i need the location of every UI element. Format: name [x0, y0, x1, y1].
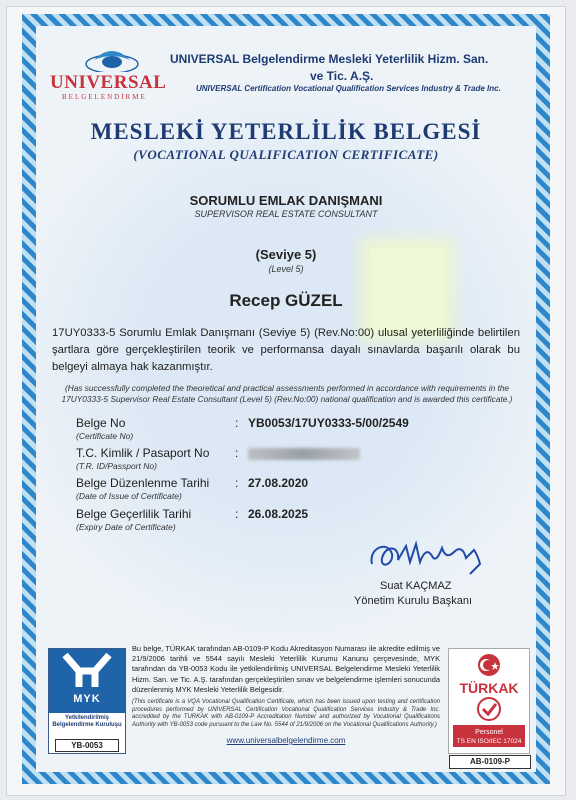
- qualification-title: SORUMLU EMLAK DANIŞMANI: [189, 193, 383, 208]
- company-name-en: UNIVERSAL Certification Vocational Qualification Services Industry & Trade Inc.: [196, 84, 501, 93]
- turkak-line2: TS EN ISO/IEC 17024: [456, 738, 522, 745]
- level-label-en: (Level 5): [268, 264, 304, 274]
- myk-code: YB-0053: [55, 739, 119, 752]
- footer-text-tr: Bu belge, TÜRKAK tarafından AB-0109-P Kodu Akreditasyon Numarası ile akredite edilmiş ve 21/9/2006 tarihli ve 5544 sayılı Mesleki Yeterlilik Kurumu Kanunu çerçevesinde, MYK tarafından da YB-0053 Kodu ile yetkilendirilmiş UNIVERSAL Belgelendirme Mesleki Yeterlilik Hizm. San. ve Tic. A.Ş. tarafından gerçekleştirilen sınav ve belgelendirme işlemleri sonucunda düzenlenmiş MYK Mesleki Yeterlilik Belgesidir.: [132, 644, 440, 694]
- website-link: www.universalbelgelendirme.com: [226, 736, 346, 745]
- issue-date-label-en: (Date of Issue of Certificate): [76, 491, 182, 501]
- turkak-logo: [448, 648, 530, 766]
- colon: :: [235, 416, 239, 430]
- turkak-emblem-icon: [449, 649, 529, 753]
- myk-caption-line2: Belgelendirme Kuruluşu: [52, 722, 122, 728]
- colon: :: [235, 476, 239, 490]
- qualification-title-en: SUPERVISOR REAL ESTATE CONSULTANT: [194, 209, 378, 219]
- issue-date-label: Belge Düzenlenme Tarihi: [76, 476, 210, 490]
- signatory-title: Yönetim Kurulu Başkanı: [354, 595, 473, 607]
- certificate-no-value: YB0053/17UY0333-5/00/2549: [248, 416, 409, 430]
- myk-label: MYK: [73, 693, 101, 705]
- turkak-line1: Personel: [475, 729, 503, 736]
- turkak-name: TÜRKAK: [459, 680, 519, 696]
- statement-en: (Has successfully completed the theoretical and practical assessments performed in accordance with requirements in the 17UY0333-5 Supervisor Real Estate Consultant (Level 5) (Rev.No:00) national qualification and is awarded this certificate.): [61, 383, 513, 404]
- colon: :: [235, 446, 239, 460]
- footer-text-en: (This certificate is a VQA Vocational Qualification Certificate, which has been issued upon testing and certification procedures performed by UNIVERSAL Certification Vocational Qualification Services Industry & Trade Inc. accredited by the TURKAK with AB-0109-P Accreditation Number and authorized by Vocational Qualifications Authority with YB-0053 code pursuant to the Law No. 5544 of 21/9/2006 on the Vocational Qualifications Authority.): [132, 699, 440, 728]
- company-name-line2: ve Tic. A.Ş.: [310, 69, 374, 83]
- issue-date-value: 27.08.2020: [248, 476, 309, 490]
- holder-name: Recep GÜZEL: [229, 291, 343, 310]
- company-name-line1: UNIVERSAL Belgelendirme Mesleki Yeterlilik Hizm. San.: [170, 52, 489, 66]
- myk-caption: [49, 715, 125, 729]
- certificate-no-label: Belge No: [76, 416, 126, 430]
- logo-name: UNIVERSAL: [50, 72, 167, 93]
- photo-placeholder: [370, 248, 444, 332]
- signatory-name: Suat KAÇMAZ: [380, 580, 452, 592]
- colon: :: [235, 507, 239, 521]
- expiry-date-label: Belge Geçerlilik Tarihi: [76, 507, 192, 521]
- certificate-subtitle: (VOCATIONAL QUALIFICATION CERTIFICATE): [133, 147, 439, 162]
- myk-badge: [49, 649, 125, 713]
- myk-caption-line1: Yetkilendirilmiş: [64, 715, 110, 721]
- certificate-paper: [36, 26, 536, 772]
- turkak-code: AB-0109-P: [449, 755, 531, 769]
- certificate-title: MESLEKİ YETERLİLİK BELGESİ: [90, 119, 482, 144]
- expiry-date-value: 26.08.2025: [248, 507, 309, 521]
- id-no-redacted: [248, 448, 360, 460]
- signature-icon: [366, 534, 486, 580]
- id-no-label-en: (T.R. ID/Passport No): [76, 461, 157, 471]
- certificate-no-label-en: (Certificate No): [76, 431, 134, 441]
- statement-tr: 17UY0333-5 Sorumlu Emlak Danışmanı (Seviye 5) (Rev.No:00) ulusal yeterliliğinde belirtilen şartlara göre gerçekleştirilen teorik ve performansa dayalı sınavlarda başarılı olarak bu belgeyi almaya hak kazanmıştır.: [52, 327, 520, 373]
- globe-logo-icon: [84, 48, 140, 72]
- level-label: (Seviye 5): [255, 247, 317, 262]
- logo-subtitle: BELGELENDİRME: [62, 93, 147, 101]
- myk-emblem-icon: [49, 649, 125, 693]
- id-no-label: T.C. Kimlik / Pasaport No: [76, 446, 210, 460]
- expiry-date-label-en: (Expiry Date of Certificate): [76, 522, 176, 532]
